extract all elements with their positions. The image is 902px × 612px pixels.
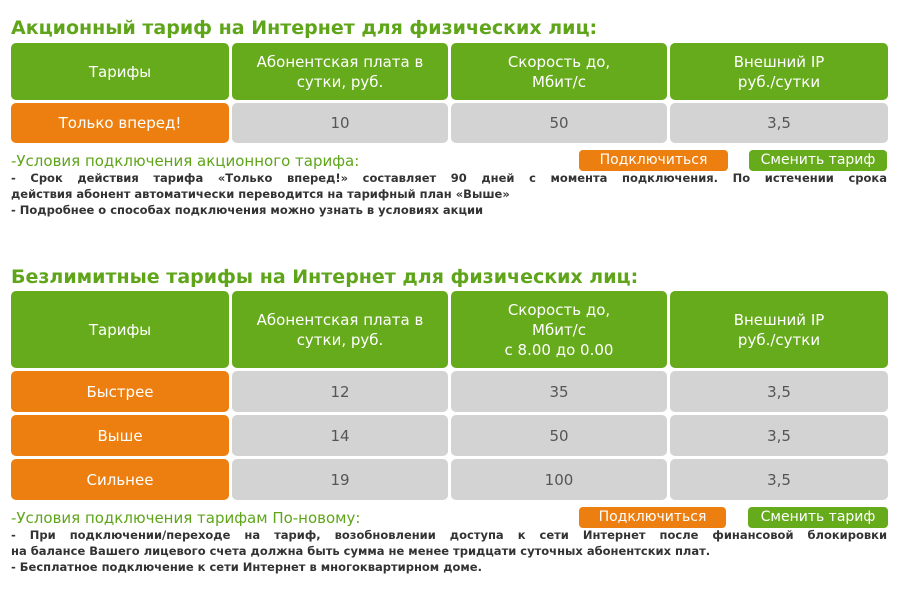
header-external-ip: Внешний IP руб./сутки <box>670 291 888 368</box>
fee-cell: 19 <box>232 459 448 500</box>
promo-note-line: - Подробнее о способах подключения можно узнать в условиях акции <box>11 203 484 217</box>
promo-conditions-notes <box>11 170 887 218</box>
change-tariff-button[interactable]: Сменить тариф <box>748 507 888 528</box>
tariff-name-cell: Быстрее <box>11 371 229 412</box>
promo-conditions-row <box>11 150 887 172</box>
promo-section <box>11 16 887 218</box>
speed-cell: 100 <box>451 459 667 500</box>
promo-section-title: Акционный тариф на Интернет для физических лиц: <box>11 17 598 39</box>
speed-cell: 50 <box>451 415 667 456</box>
header-tariffs: Тарифы <box>11 43 229 100</box>
ip-cell: 3,5 <box>670 459 888 500</box>
connect-button[interactable]: Подключиться <box>579 150 728 171</box>
unlimited-note-line: - Бесплатное подключение к сети Интернет в многоквартирном доме. <box>11 560 482 574</box>
unlimited-section <box>11 265 887 575</box>
tariff-name-cell: Только вперед! <box>11 103 229 143</box>
ip-cell: 3,5 <box>670 371 888 412</box>
header-speed: Скорость до, Мбит/с <box>451 43 667 100</box>
speed-cell: 50 <box>451 103 667 143</box>
tariff-name-cell: Выше <box>11 415 229 456</box>
unlimited-conditions-title: -Условия подключения тарифам По-новому: <box>11 509 361 527</box>
promo-note-line: действия абонент автоматически переводится на тарифный план «Выше» <box>11 187 510 201</box>
unlimited-section-title: Безлимитные тарифы на Интернет для физических лиц: <box>11 266 639 288</box>
fee-cell: 12 <box>232 371 448 412</box>
unlimited-note-line: - При подключении/переходе на тариф, возобновлении доступа к сети Интернет после финансовой блокировки <box>11 528 887 542</box>
unlimited-note-line: на балансе Вашего лицевого счета должна быть сумма не менее тридцати суточных абонентских плат. <box>11 544 711 558</box>
header-external-ip: Внешний IP руб./сутки <box>670 43 888 100</box>
header-fee: Абонентская плата в сутки, руб. <box>232 291 448 368</box>
fee-cell: 14 <box>232 415 448 456</box>
promo-conditions-title: -Условия подключения акционного тарифа: <box>11 152 360 170</box>
header-speed: Скорость до, Мбит/с с 8.00 до 0.00 <box>451 291 667 368</box>
connect-button[interactable]: Подключиться <box>579 507 726 528</box>
ip-cell: 3,5 <box>670 415 888 456</box>
header-fee: Абонентская плата в сутки, руб. <box>232 43 448 100</box>
speed-cell: 35 <box>451 371 667 412</box>
tariff-name-cell: Сильнее <box>11 459 229 500</box>
header-tariffs: Тарифы <box>11 291 229 368</box>
change-tariff-button[interactable]: Сменить тариф <box>749 150 887 171</box>
promo-note-line: - Срок действия тарифа «Только вперед!» составляет 90 дней с момента подключения. По истечении срока <box>11 171 887 185</box>
unlimited-tariff-table <box>11 291 887 500</box>
unlimited-conditions-row <box>11 507 887 529</box>
promo-tariff-table <box>11 43 887 143</box>
fee-cell: 10 <box>232 103 448 143</box>
unlimited-conditions-notes <box>11 527 887 575</box>
ip-cell: 3,5 <box>670 103 888 143</box>
